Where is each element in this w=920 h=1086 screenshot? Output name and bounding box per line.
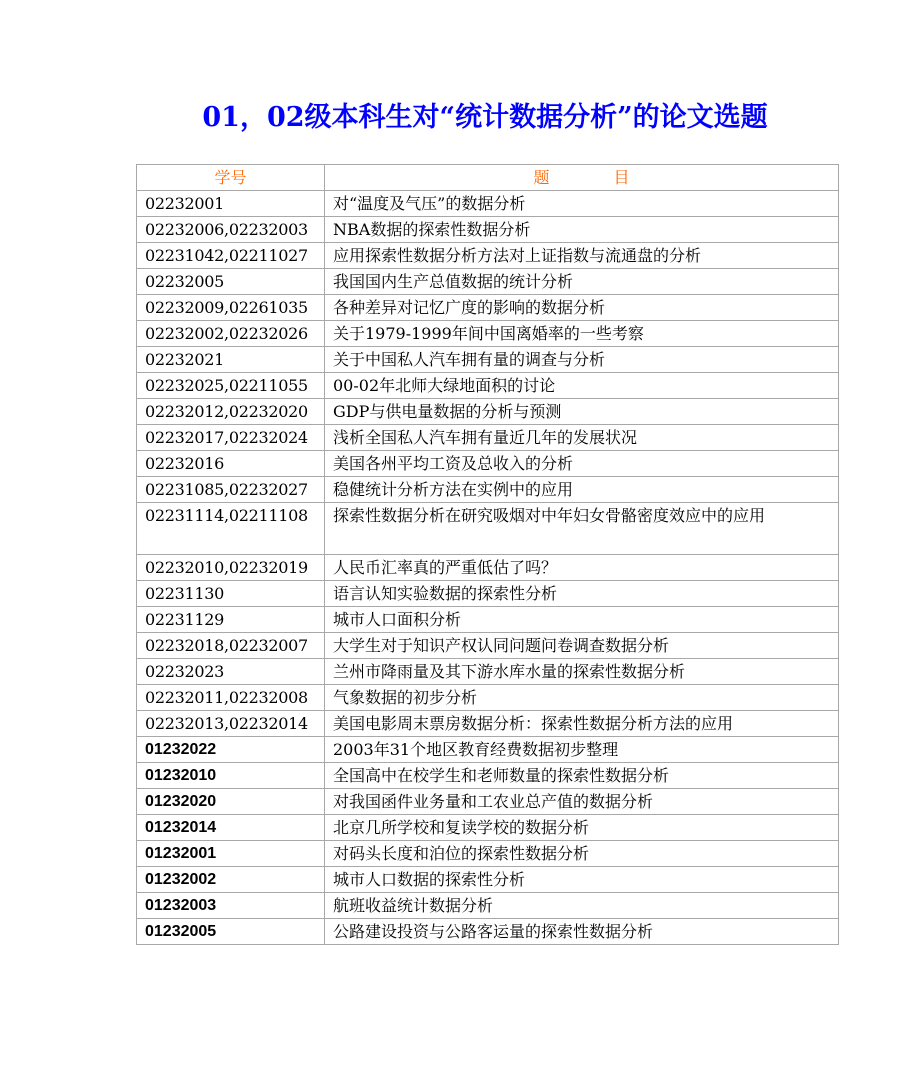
- table-row: [137, 477, 839, 503]
- topic: 城市人口面积分析: [325, 607, 839, 633]
- topic: 全国高中在校学生和老师数量的探索性数据分析: [325, 763, 839, 789]
- table-row: [137, 295, 839, 321]
- topic: 我国国内生产总值数据的统计分析: [325, 269, 839, 295]
- student-id: 01232005: [137, 919, 325, 945]
- student-id: 01232001: [137, 841, 325, 867]
- topic: 人民币汇率真的严重低估了吗？: [325, 555, 839, 581]
- table-row: [137, 451, 839, 477]
- student-id: 02231130: [137, 581, 325, 607]
- table-row: [137, 399, 839, 425]
- table-row: [137, 815, 839, 841]
- student-id: 02232002,02232026: [137, 321, 325, 347]
- topic: GDP与供电量数据的分析与预测: [325, 399, 839, 425]
- header-student-id: 学号: [137, 165, 325, 191]
- table-row: [137, 737, 839, 763]
- topic: 航班收益统计数据分析: [325, 893, 839, 919]
- student-id: 01232022: [137, 737, 325, 763]
- table-row: [137, 711, 839, 737]
- student-id: 02232009,02261035: [137, 295, 325, 321]
- topic: 对我国函件业务量和工农业总产值的数据分析: [325, 789, 839, 815]
- table-row: [137, 659, 839, 685]
- student-id: 02232001: [137, 191, 325, 217]
- table-row: [137, 841, 839, 867]
- student-id: 01232010: [137, 763, 325, 789]
- student-id: 02232016: [137, 451, 325, 477]
- table-row: [137, 893, 839, 919]
- table-row: [137, 581, 839, 607]
- topic: 00-02年北师大绿地面积的讨论: [325, 373, 839, 399]
- student-id: 01232003: [137, 893, 325, 919]
- student-id: 02232023: [137, 659, 325, 685]
- student-id: 01232014: [137, 815, 325, 841]
- table-row: [137, 789, 839, 815]
- student-id: 02232025,02211055: [137, 373, 325, 399]
- topic: 大学生对于知识产权认同问题问卷调查数据分析: [325, 633, 839, 659]
- topic: 城市人口数据的探索性分析: [325, 867, 839, 893]
- student-id: 02231114,02211108: [137, 503, 325, 555]
- student-id: 02232005: [137, 269, 325, 295]
- topic: 浅析全国私人汽车拥有量近几年的发展状况: [325, 425, 839, 451]
- topic: 应用探索性数据分析方法对上证指数与流通盘的分析: [325, 243, 839, 269]
- page-title: 01，02级本科生对“统计数据分析”的论文选题: [202, 102, 768, 133]
- student-id: 02232012,02232020: [137, 399, 325, 425]
- table-row: [137, 373, 839, 399]
- table-row: [137, 347, 839, 373]
- table-row: [137, 269, 839, 295]
- header-topic: 题 目: [325, 165, 839, 191]
- topic: 对码头长度和泊位的探索性数据分析: [325, 841, 839, 867]
- topic: 兰州市降雨量及其下游水库水量的探索性数据分析: [325, 659, 839, 685]
- table-row: [137, 425, 839, 451]
- topic: 探索性数据分析在研究吸烟对中年妇女骨骼密度效应中的应用: [325, 503, 839, 555]
- student-id: 01232020: [137, 789, 325, 815]
- table-row: [137, 633, 839, 659]
- table-row: [137, 607, 839, 633]
- student-id: 02232011,02232008: [137, 685, 325, 711]
- student-id: 02231129: [137, 607, 325, 633]
- table-row: [137, 321, 839, 347]
- topic: 关于中国私人汽车拥有量的调查与分析: [325, 347, 839, 373]
- topic: 美国各州平均工资及总收入的分析: [325, 451, 839, 477]
- table-row: [137, 685, 839, 711]
- topic: NBA数据的探索性数据分析: [325, 217, 839, 243]
- topic: 2003年31个地区教育经费数据初步整理: [325, 737, 839, 763]
- topic: 各种差异对记忆广度的影响的数据分析: [325, 295, 839, 321]
- student-id: 02232006,02232003: [137, 217, 325, 243]
- topic: 公路建设投资与公路客运量的探索性数据分析: [325, 919, 839, 945]
- topic: 气象数据的初步分析: [325, 685, 839, 711]
- table-row: [137, 919, 839, 945]
- topic: 对“温度及气压”的数据分析: [325, 191, 839, 217]
- student-id: 02231085,02232027: [137, 477, 325, 503]
- topic: 稳健统计分析方法在实例中的应用: [325, 477, 839, 503]
- table-row: [137, 555, 839, 581]
- topic: 美国电影周末票房数据分析：探索性数据分析方法的应用: [325, 711, 839, 737]
- student-id: 02232021: [137, 347, 325, 373]
- student-id: 02232017,02232024: [137, 425, 325, 451]
- student-id: 02232010,02232019: [137, 555, 325, 581]
- thesis-topics-table: [136, 164, 839, 945]
- student-id: 02232013,02232014: [137, 711, 325, 737]
- table-row: [137, 503, 839, 555]
- student-id: 02231042,02211027: [137, 243, 325, 269]
- table-row: [137, 217, 839, 243]
- topic: 北京几所学校和复读学校的数据分析: [325, 815, 839, 841]
- student-id: 01232002: [137, 867, 325, 893]
- table-row: [137, 191, 839, 217]
- table-header-row: [137, 165, 839, 191]
- table-row: [137, 763, 839, 789]
- student-id: 02232018,02232007: [137, 633, 325, 659]
- topic: 语言认知实验数据的探索性分析: [325, 581, 839, 607]
- table-row: [137, 243, 839, 269]
- topic: 关于1979-1999年间中国离婚率的一些考察: [325, 321, 839, 347]
- table-row: [137, 867, 839, 893]
